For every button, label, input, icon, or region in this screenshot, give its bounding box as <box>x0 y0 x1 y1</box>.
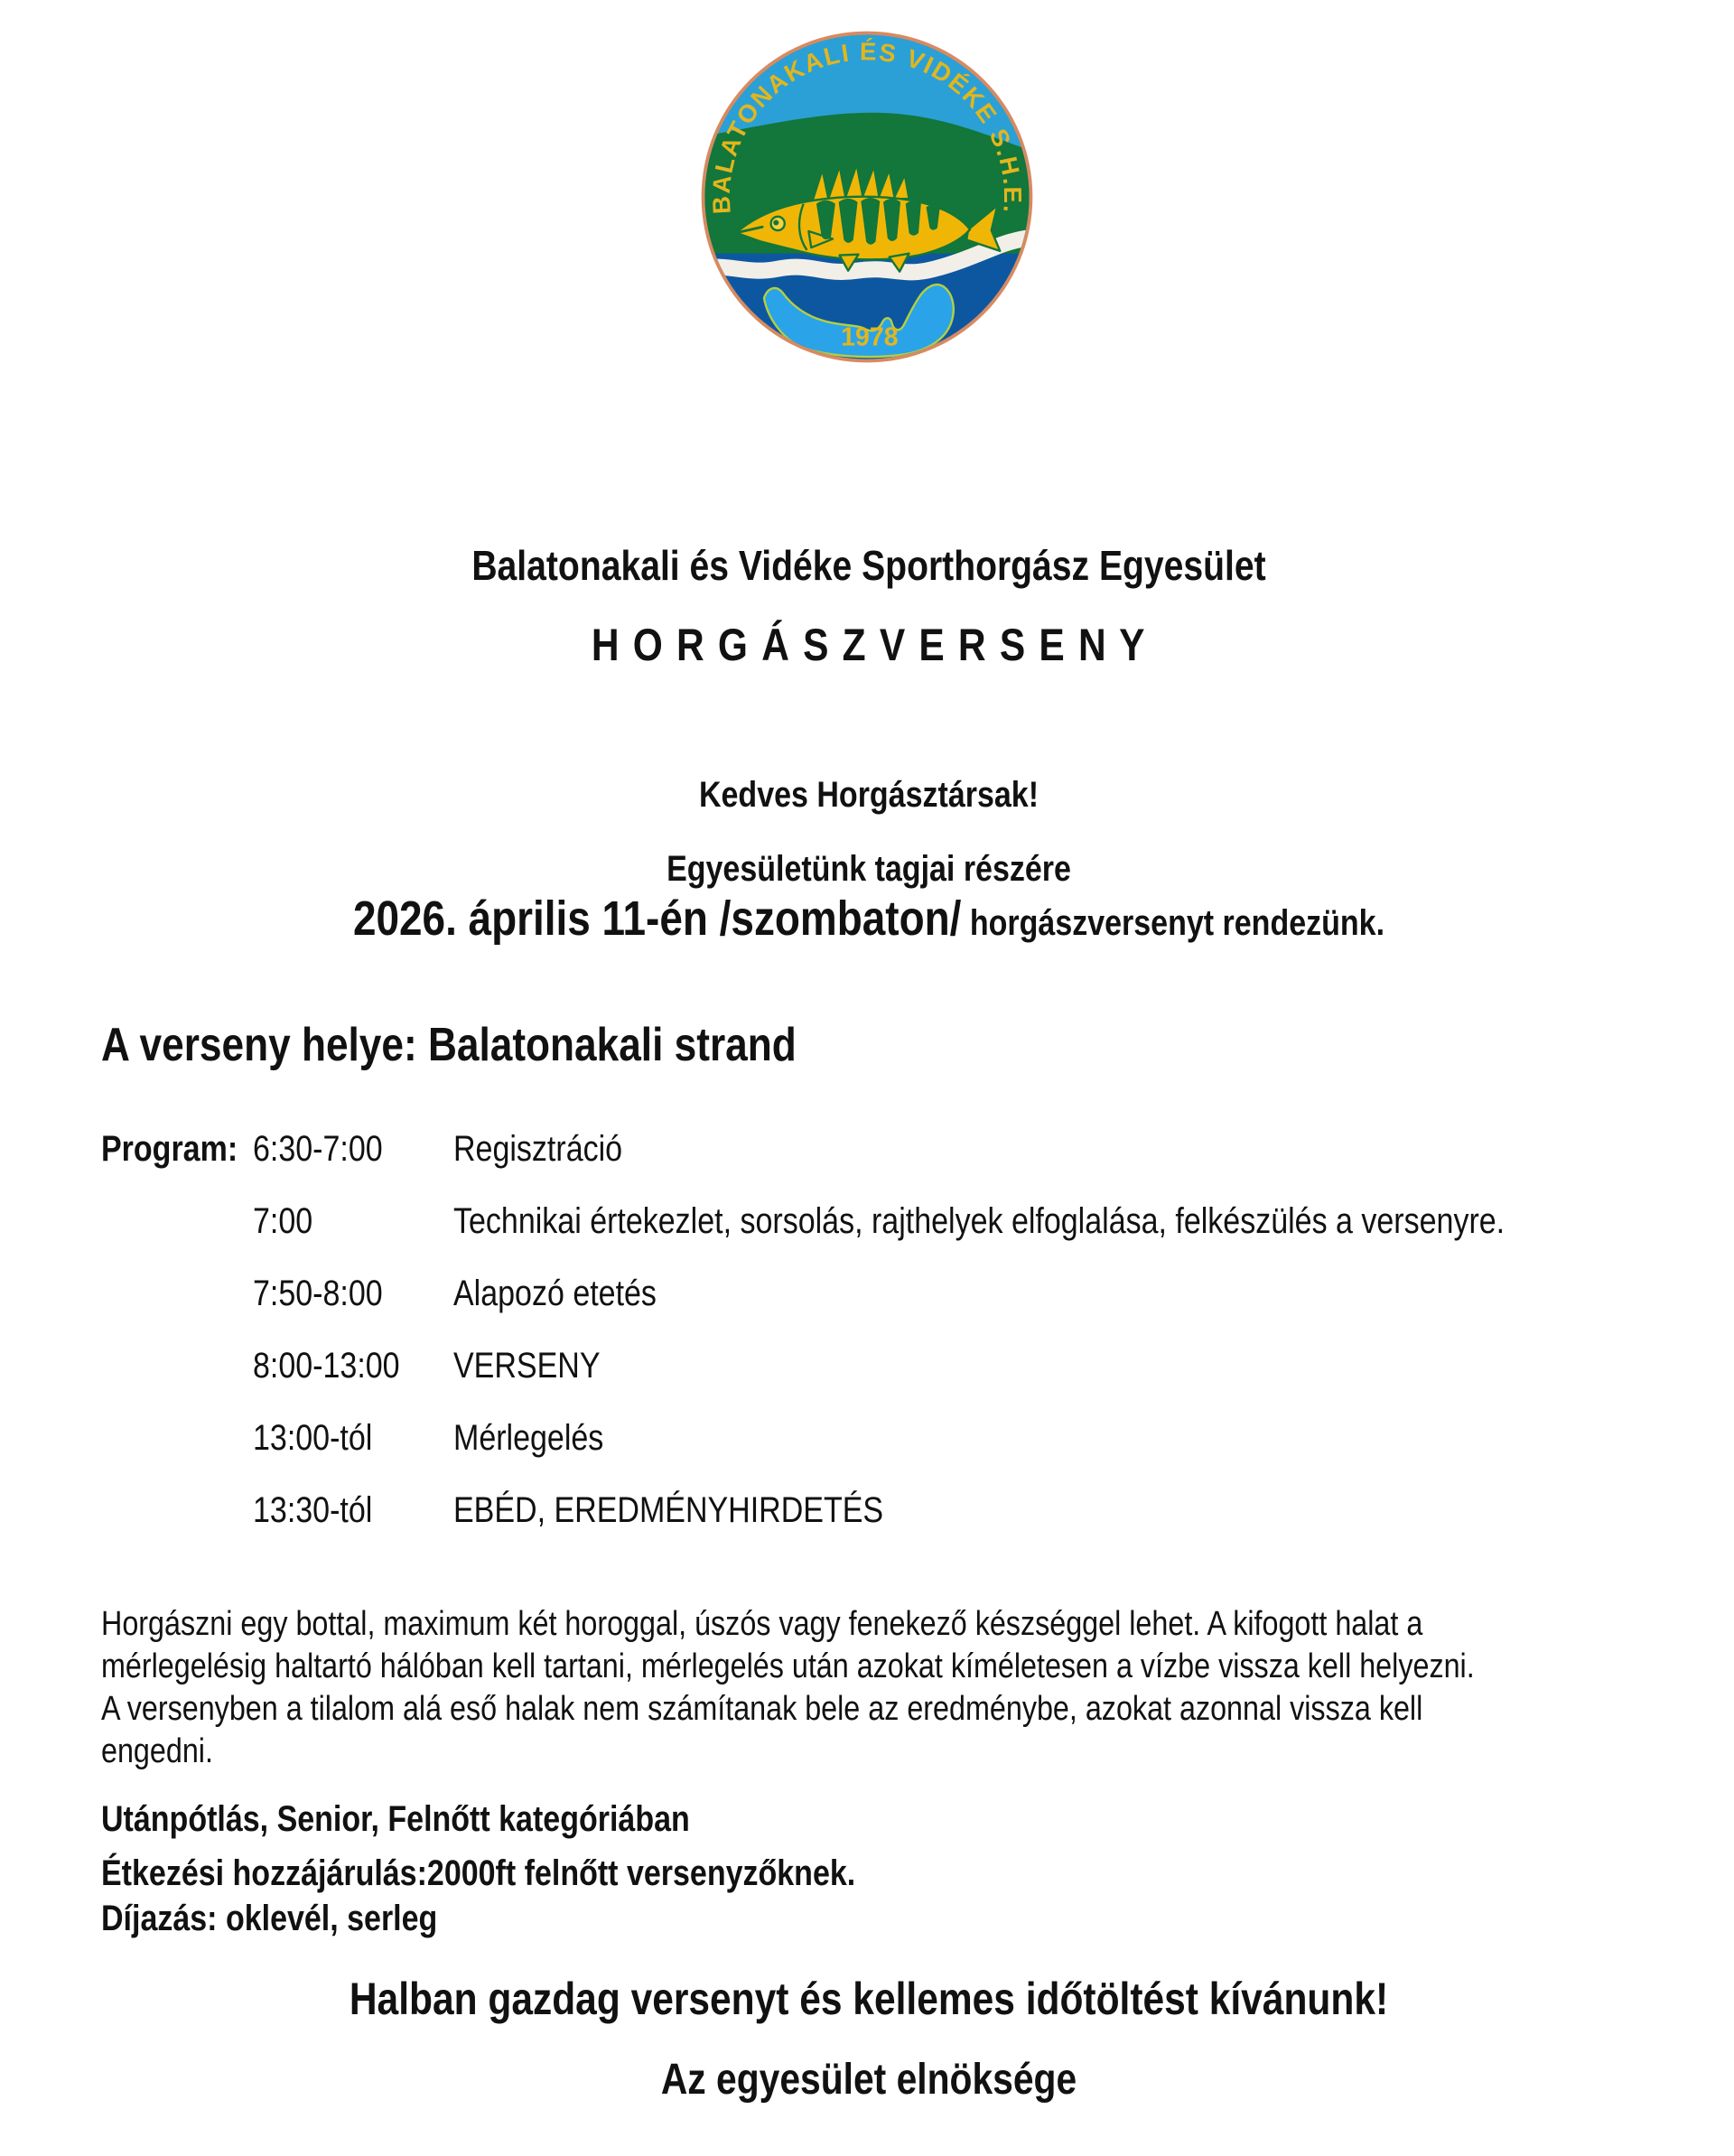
logo-year: 1978 <box>841 322 899 352</box>
venue-heading: A verseny helye: Balatonakali strand <box>101 1019 797 1071</box>
rules-paragraph <box>101 1603 1636 1773</box>
program-time: 13:00-tól <box>253 1418 373 1458</box>
audience-line: Egyesületünk tagjai részére <box>667 849 1071 889</box>
page-title: H O R G Á S Z V E R S E N Y <box>591 620 1147 670</box>
signature-line: Az egyesület elnöksége <box>660 2056 1077 2104</box>
closing-wish: Halban gazdag versenyt és kellemes időtöltést kívánunk! <box>349 1974 1389 2024</box>
program-time: 13:30-tól <box>253 1490 373 1530</box>
program-label: Program: <box>101 1129 238 1169</box>
program-activity: EBÉD, EREDMÉNYHIRDETÉS <box>453 1490 884 1530</box>
program-row <box>101 1344 1636 1387</box>
club-logo-emblem <box>695 25 1039 369</box>
organization-name: Balatonakali és Vidéke Sporthorgász Egyesület <box>471 542 1266 589</box>
program-row <box>101 1416 1636 1460</box>
program-activity: Regisztráció <box>453 1129 623 1169</box>
event-date-line <box>217 887 1522 950</box>
event-date-highlight: 2026. április 11-én /szombaton/ <box>352 891 962 946</box>
rules-line: engedni. <box>101 1732 213 1770</box>
logo-arc-text: BALATONAKALI ÉS VIDÉKE S.H.E. <box>706 37 1028 216</box>
prizes-line: Díjazás: oklevél, serleg <box>101 1899 438 1938</box>
rules-line: Horgászni egy bottal, maximum két horoggal, úszós vagy fenekező készséggel lehet. A kifogott halat a <box>101 1605 1423 1643</box>
club-logo <box>695 25 1039 369</box>
fish-pupil <box>773 219 778 225</box>
program-activity: Technikai értekezlet, sorsolás, rajthelyek elfoglalása, felkészülés a versenyre. <box>453 1201 1506 1241</box>
program-row <box>101 1127 1636 1171</box>
program-time: 8:00-13:00 <box>253 1346 400 1386</box>
greeting-line: Kedves Horgásztársak! <box>698 775 1039 815</box>
program-activity: Alapozó etetés <box>453 1274 657 1313</box>
program-time: 7:50-8:00 <box>253 1274 383 1313</box>
rules-line: A versenyben a tilalom alá eső halak nem számítanak bele az eredménybe, azokat azonnal vissza kell <box>101 1690 1423 1728</box>
meal-fee-line: Étkezési hozzájárulás:2000ft felnőtt versenyzőknek. <box>101 1853 856 1893</box>
program-activity: VERSENY <box>453 1346 601 1386</box>
rules-line: mérlegelésig haltartó hálóban kell tartani, mérlegelés után azokat kíméletesen a vízbe vissza kell helyezni. <box>101 1647 1475 1685</box>
program-row <box>101 1272 1636 1315</box>
program-time: 7:00 <box>253 1201 313 1241</box>
categories-line: Utánpótlás, Senior, Felnőtt kategóriában <box>101 1799 690 1839</box>
program-row <box>101 1199 1636 1243</box>
program-row <box>101 1489 1636 1532</box>
program-time: 6:30-7:00 <box>253 1129 383 1169</box>
program-schedule <box>101 1127 1636 1561</box>
program-activity: Mérlegelés <box>453 1418 604 1458</box>
event-date-rest: horgászversenyt rendezünk. <box>961 903 1385 943</box>
